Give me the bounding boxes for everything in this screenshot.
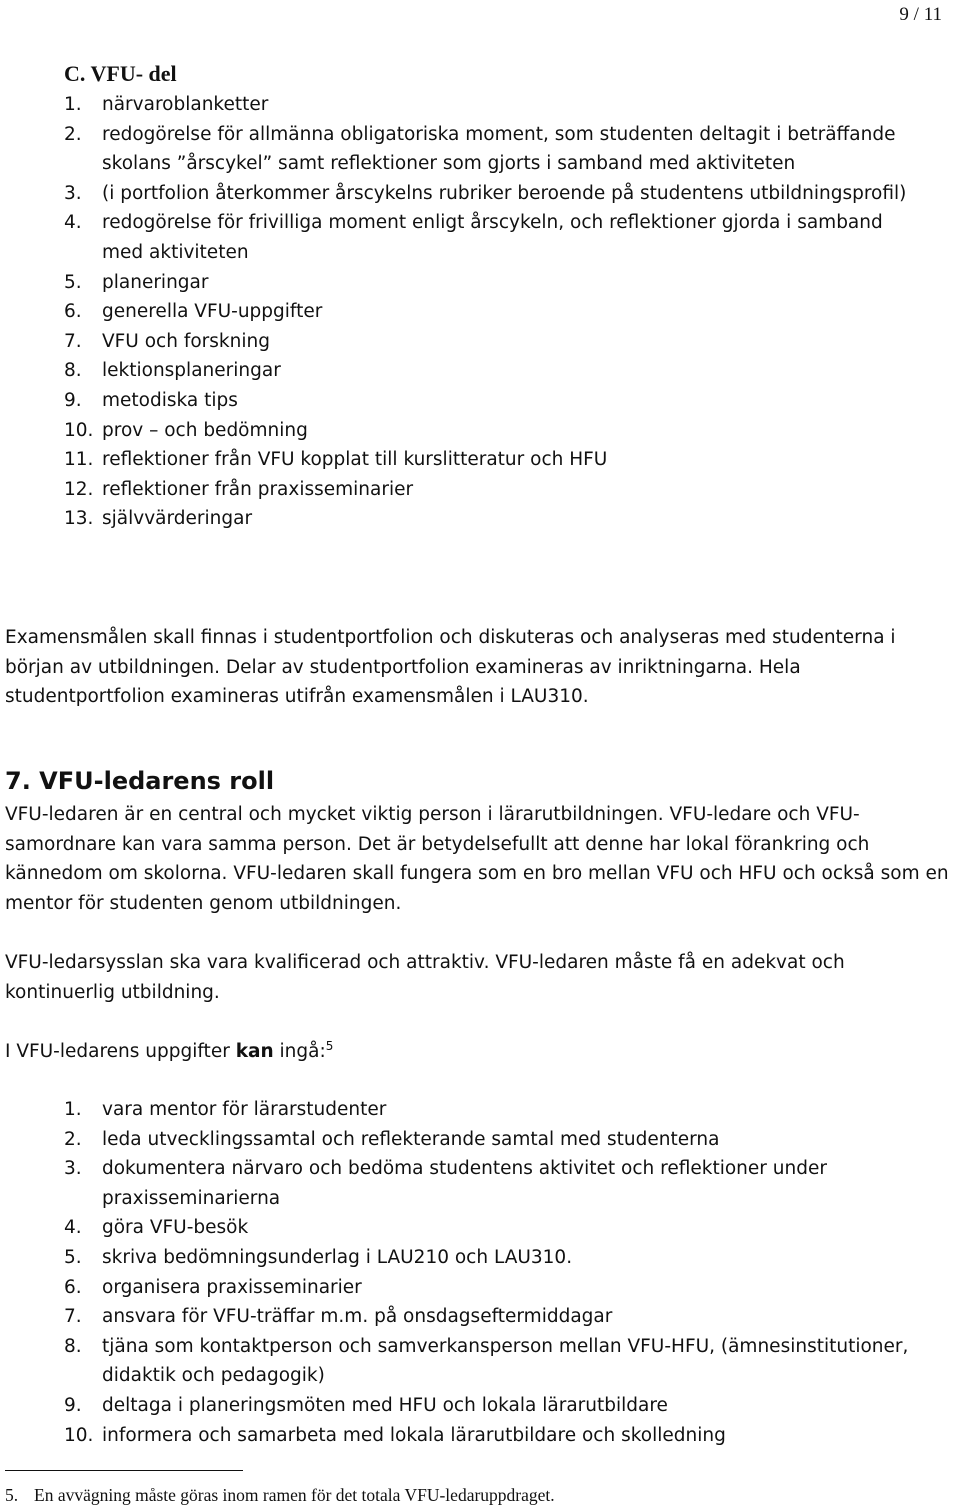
list-item-text: tjäna som kontaktperson och samverkansperson mellan VFU-HFU, (ämnesinstitutioner, didaktik och pedagogik) [102,1335,909,1387]
list-item-text: redogörelse för frivilliga moment enligt årscykeln, och reflektioner gjorda i samband med aktiviteten [102,212,883,263]
list-item [64,1125,924,1155]
footnote [5,1484,555,1506]
list-item-text: självvärderingar [102,508,253,530]
list-item-text: reflektioner från VFU kopplat till kurslitteratur och HFU [102,449,608,471]
list-item-text: VFU och forskning [102,330,270,352]
duties-intro-text: I VFU-ledarens uppgifter [5,1041,236,1062]
list-item [64,1213,924,1243]
list-item-number: 10. [64,419,94,441]
section-c-heading: C. VFU- del [64,61,177,86]
list-item [64,179,924,209]
list-item-number: 6. [64,301,82,323]
list-item [64,327,924,357]
exam-goals-paragraph: Examensmålen skall finnas i studentportfolion och diskuteras och analyseras med studenterna i början av utbildningen. Delar av studentportfolion examineras av inriktningarna. Hela studentportfolion examineras utifrån examensmålen i LAU310. [5,627,896,708]
list-item-text: ansvara för VFU-träffar m.m. på onsdagseftermiddagar [102,1306,613,1328]
list-item-number: 7. [64,330,82,352]
list-item-text: (i portfolion återkommer årscykelns rubriker beroende på studentens utbildningsprofil) [102,182,907,204]
qualification-paragraph: VFU-ledarsysslan ska vara kvalificerad och attraktiv. VFU-ledaren måste få en adekvat och kontinuerlig utbildning. [5,952,845,1003]
footnote-divider [5,1470,243,1471]
list-item-number: 7. [64,1306,82,1328]
list-item-text: generella VFU-uppgifter [102,301,323,323]
list-item [64,1302,924,1332]
list-item-text: leda utvecklingssamtal och reflekterande samtal med studenterna [102,1128,720,1150]
list-item [64,1243,924,1273]
list-item-number: 1. [64,1099,82,1120]
list-item-text: deltaga i planeringsmöten med HFU och lokala lärarutbildare [102,1394,668,1416]
list-item-number: 13. [64,508,94,530]
list-item-number: 10. [64,1424,94,1446]
duties-list [64,1095,924,1450]
list-item-text: skriva bedömningsunderlag i LAU210 och LAU310. [102,1246,573,1268]
list-item-text: informera och samarbeta med lokala lärarutbildare och skolledning [102,1424,726,1446]
list-item [64,356,924,386]
list-item-number: 2. [64,123,82,145]
section-heading: 7. VFU-ledarens roll [5,767,275,795]
list-item-number: 6. [64,1276,82,1298]
footnote-number: 5. [5,1485,19,1505]
list-item [64,504,924,534]
list-item-text: organisera praxisseminarier [102,1276,362,1298]
list-item-number: 5. [64,1246,82,1268]
list-item [64,208,924,267]
duties-intro-emphasis: kan [235,1041,274,1062]
list-item [64,120,924,179]
footnote-reference: 5 [325,1038,334,1053]
list-item-text: dokumentera närvaro och bedöma studentens aktivitet och reflektioner under praxisseminarierna [102,1158,827,1209]
list-item [64,475,924,505]
list-item-number: 2. [64,1128,82,1150]
list-item-number: 3. [64,182,82,204]
list-item-number: 5. [64,271,82,293]
page-number: 9 / 11 [899,4,942,25]
role-paragraph: VFU-ledaren är en central och mycket viktig person i lärarutbildningen. VFU-ledare och VFU-samordnare kan vara samma person. Det är betydelsefullt att denne har lokal förankring och kännedom om skolorna. VFU-ledaren skall fungera som en bro mellan VFU och HFU och också som en mentor för studenten genom utbildningen. [5,804,949,914]
list-item-number: 1. [64,94,82,115]
list-item [64,386,924,416]
list-item [64,445,924,475]
list-item-number: 9. [64,1394,82,1416]
list-item [64,1391,924,1421]
list-item-text: lektionsplaneringar [102,360,281,382]
list-item-number: 8. [64,360,82,382]
list-item-text: reflektioner från praxisseminarier [102,478,414,500]
vfu-parts-list [64,90,924,534]
list-item [64,90,924,120]
list-item-text: planeringar [102,271,209,293]
list-item [64,297,924,327]
footnote-text: En avvägning måste göras inom ramen för det totala VFU-ledaruppdraget. [34,1485,555,1505]
duties-intro-text-end: ingå: [273,1041,326,1062]
list-item-text: prov – och bedömning [102,419,308,441]
list-item-number: 3. [64,1158,82,1180]
list-item [64,1273,924,1303]
list-item [64,1332,924,1391]
list-item-number: 11. [64,449,94,471]
list-item-number: 4. [64,212,82,234]
list-item-text: närvaroblanketter [102,94,269,115]
list-item-number: 4. [64,1217,82,1239]
list-item [64,1154,924,1213]
list-item-number: 12. [64,478,94,500]
list-item-number: 9. [64,389,82,411]
list-item-text: göra VFU-besök [102,1217,249,1239]
list-item [64,1095,924,1125]
list-item [64,416,924,446]
list-item-number: 8. [64,1335,82,1357]
list-item [64,1421,924,1451]
list-item-text: redogörelse för allmänna obligatoriska moment, som studenten deltagit i beträffande skolans ”årscykel” samt reflektioner som gjorts i samband med aktiviteten [102,123,896,175]
list-item-text: metodiska tips [102,389,238,411]
list-item [64,268,924,298]
duties-intro [5,1037,950,1067]
list-item-text: vara mentor för lärarstudenter [102,1099,387,1120]
